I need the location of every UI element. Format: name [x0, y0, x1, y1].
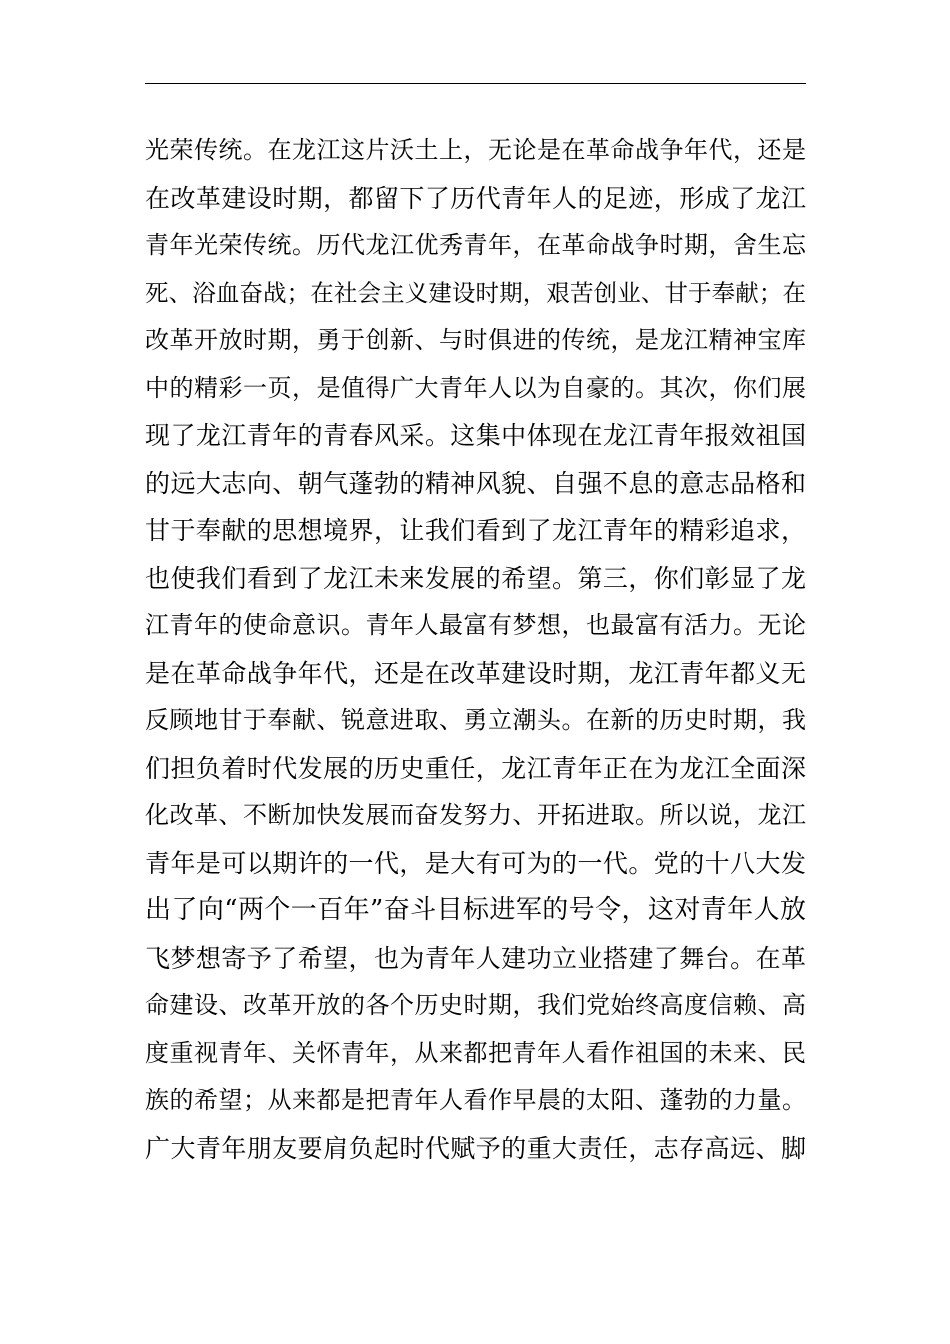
text-line: 命建设、改革开放的各个历史时期，我们党始终高度信赖、高 [145, 991, 806, 1019]
text-line: 的远大志向、朝气蓬勃的精神风貌、自强不息的意志品格和 [145, 468, 806, 498]
text-line: 也使我们看到了龙江未来发展的希望。第三，你们彰显了龙 [145, 563, 806, 593]
text-line: 反顾地甘于奉献、锐意进取、勇立潮头。在新的历史时期，我 [145, 706, 806, 734]
text-line: 青年是可以期许的一代，是大有可为的一代。党的十八大发 [145, 848, 806, 878]
body-paragraph [145, 127, 806, 1172]
text-line: 中的精彩一页，是值得广大青年人以为自豪的。其次，你们展 [145, 373, 806, 402]
text-line: 光荣传统。在龙江这片沃土上，无论是在革命战争年代，还是 [145, 136, 806, 164]
text-line: 现了龙江青年的青春风采。这集中体现在龙江青年报效祖国 [145, 421, 806, 450]
text-line: 出了向“两个一百年”奋斗目标进军的号令，这对青年人放 [145, 895, 806, 925]
text-line: 族的希望；从来都是把青年人看作早晨的太阳、蓬勃的力量。 [145, 1086, 806, 1114]
text-line: 青年光荣传统。历代龙江优秀青年，在革命战争时期，舍生忘 [145, 231, 806, 259]
text-line: 江青年的使命意识。青年人最富有梦想，也最富有活力。无论 [145, 611, 806, 639]
text-line: 度重视青年、关怀青年，从来都把青年人看作祖国的未来、民 [145, 1038, 806, 1067]
text-line: 广大青年朋友要肩负起时代赋予的重大责任，志存高远、脚 [145, 1133, 806, 1163]
text-line: 飞梦想寄予了希望，也为青年人建功立业搭建了舞台。在革 [145, 943, 806, 973]
text-line: 甘于奉献的思想境界，让我们看到了龙江青年的精彩追求， [145, 516, 806, 545]
header-rule [145, 83, 806, 84]
text-line: 化改革、不断加快发展而奋发努力、开拓进取。所以说，龙江 [145, 801, 806, 829]
text-line: 们担负着时代发展的历史重任，龙江青年正在为龙江全面深 [145, 753, 806, 783]
text-line: 是在革命战争年代，还是在改革建设时期，龙江青年都义无 [145, 658, 806, 688]
text-line: 死、浴血奋战；在社会主义建设时期，艰苦创业、甘于奉献；在 [145, 278, 806, 307]
text-line: 在改革建设时期，都留下了历代青年人的足迹，形成了龙江 [145, 183, 806, 213]
text-line: 改革开放时期，勇于创新、与时俱进的传统，是龙江精神宝库 [145, 326, 806, 354]
